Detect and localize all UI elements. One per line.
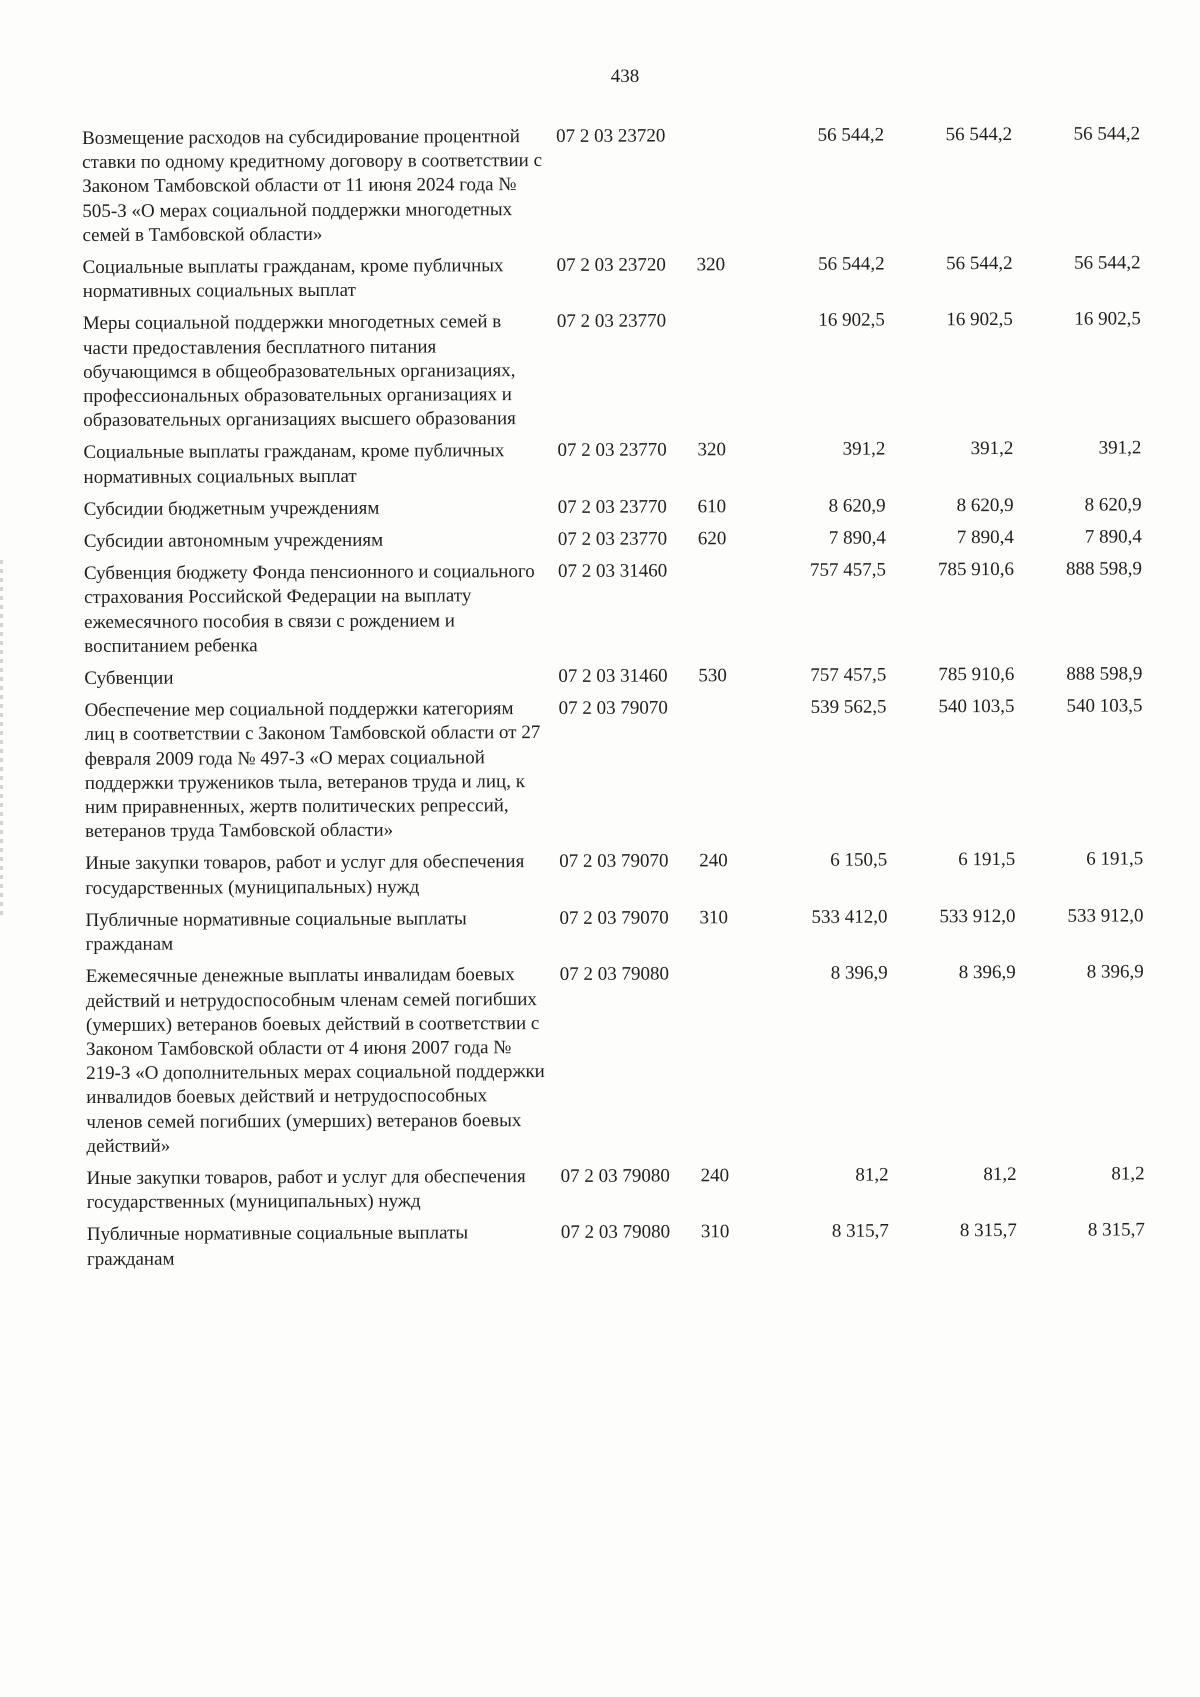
row-value-year-1: 56 544,2 [818,253,885,275]
row-expense-type: 320 [696,254,726,276]
row-value-year-1: 6 150,5 [830,849,888,872]
row-value-year-1: 7 890,4 [828,527,886,549]
row-target-code: 07 2 03 79080 [559,963,669,986]
row-value-year-3: 6 191,5 [1086,848,1144,871]
page-number: 438 [610,66,640,87]
table-row [83,251,1173,304]
row-value-year-2: 8 620,9 [956,494,1014,517]
row-description: Ежемесячные денежные выплаты инвалидам боевых действий и нетрудоспособным членам семей погибших (умерших) ветеранов боевых действий в соответствии с Законом Тамбовской области от 4 июня 2007 года № 219-З «О дополнительных мерах социальной поддержки инвалидов боевых действий и нетрудоспособных членов семей погибших (умерших) ветеранов боевых действий» [85,964,545,1157]
row-value-year-3: 8 315,7 [1087,1219,1145,1241]
row-description: Публичные нормативные социальные выплаты гражданам [86,1222,469,1270]
row-value-year-1: 8 620,9 [828,495,886,517]
row-value-year-3: 81,2 [1111,1163,1145,1185]
row-target-code: 07 2 03 23770 [557,528,668,550]
table-row [84,557,1174,659]
row-value-year-3: 8 620,9 [1084,494,1142,516]
table-row [84,525,1174,554]
row-value-year-2: 785 910,6 [937,559,1014,581]
row-target-code: 07 2 03 23770 [556,310,667,333]
row-value-year-3: 56 544,2 [1074,252,1141,274]
row-description: Субсидии автономным учреждениям [83,529,384,553]
table-row [85,904,1175,957]
row-target-code: 07 2 03 79080 [560,1165,670,1187]
row-value-year-3: 533 912,0 [1067,905,1144,927]
row-target-code: 07 2 03 79070 [559,850,669,873]
row-description: Иные закупки товаров, работ и услуг для обеспечения государственных (муниципальных) нужд [86,1165,526,1214]
table-row [82,122,1173,248]
row-description: Возмещение расходов на субсидирование процентной ставки по одному кредитному договору в соответствии с Законом Тамбовской области от 11 июня 2024 года № 505-З «О мерах социальной поддержки многодетных семей в Тамбовской области» [82,126,543,246]
row-value-year-2: 81,2 [983,1163,1017,1185]
row-value-year-1: 56 544,2 [817,124,885,146]
row-value-year-2: 16 902,5 [946,309,1013,331]
row-value-year-1: 16 902,5 [818,309,885,332]
row-target-code: 07 2 03 23770 [557,439,667,462]
row-value-year-3: 540 103,5 [1066,695,1143,717]
row-target-code: 07 2 03 23720 [556,254,666,276]
table-row [84,493,1174,522]
row-value-year-3: 16 902,5 [1074,308,1141,331]
row-value-year-1: 8 396,9 [830,962,888,985]
row-value-year-2: 540 103,5 [938,696,1015,718]
row-value-year-3: 8 396,9 [1086,961,1144,983]
row-value-year-3: 391,2 [1098,437,1142,460]
row-value-year-1: 539 562,5 [810,696,887,719]
table-row [84,662,1174,691]
row-description: Социальные выплаты гражданам, кроме публичных нормативных социальных выплат [83,440,505,488]
row-value-year-2: 391,2 [970,438,1014,460]
row-value-year-2: 533 912,0 [939,905,1016,928]
row-value-year-1: 391,2 [842,438,886,461]
table-row [87,1162,1177,1215]
row-value-year-1: 8 315,7 [831,1220,889,1243]
row-target-code: 07 2 03 31460 [557,560,668,583]
table-row [83,308,1174,434]
row-value-year-2: 7 890,4 [956,526,1014,549]
row-expense-type: 530 [698,665,727,687]
row-value-year-2: 785 910,6 [938,663,1015,686]
table-row [84,695,1175,845]
row-value-year-2: 8 396,9 [958,962,1016,984]
row-target-code: 07 2 03 31460 [558,665,668,687]
row-value-year-1: 533 412,0 [811,906,888,928]
row-value-year-3: 56 544,2 [1073,123,1141,145]
row-expense-type: 320 [697,439,726,461]
table-row [86,961,1177,1159]
row-expense-type: 310 [700,1221,730,1243]
row-target-code: 07 2 03 23720 [555,125,666,147]
row-expense-type: 310 [699,907,729,929]
row-description: Публичные нормативные социальные выплаты гражданам [85,908,467,956]
row-description: Социальные выплаты гражданам, кроме публичных нормативных социальных выплат [82,255,504,303]
budget-table [82,122,1177,1279]
row-expense-type: 240 [699,850,728,872]
row-value-year-3: 888 598,9 [1066,663,1143,685]
row-description: Обеспечение мер социальной поддержки категориям лиц в соответствии с Законом Тамбовской области от 27 февраля 2009 года № 497-З «О мерах социальной поддержки тружеников тыла, ветеранов труда и лиц, к ним приравненных, жертв политических репрессий, ветеранов труда Тамбовской области» [84,698,541,843]
row-description: Иные закупки товаров, работ и услуг для обеспечения государственных (муниципальных) нужд [85,851,525,899]
row-description: Субсидии бюджетным учреждениям [83,497,380,520]
scan-edge-artifact [0,560,3,920]
row-value-year-2: 6 191,5 [958,849,1016,871]
row-value-year-2: 56 544,2 [946,252,1013,275]
row-value-year-3: 888 598,9 [1065,558,1142,580]
row-value-year-2: 8 315,7 [959,1220,1017,1242]
row-value-year-1: 757 457,5 [809,559,886,582]
row-value-year-2: 56 544,2 [945,123,1013,146]
row-value-year-3: 7 890,4 [1084,526,1142,548]
row-target-code: 07 2 03 79070 [558,697,668,720]
row-description: Меры социальной поддержки многодетных семей в части предоставления бесплатного питания обучающимся в общеобразовательных организациях, профессиональных образовательных организациях и образовательных организациях высшего образования [82,311,516,432]
row-expense-type: 240 [700,1165,730,1187]
table-row [87,1219,1177,1272]
row-expense-type: 620 [697,528,727,550]
row-target-code: 07 2 03 79070 [559,907,669,929]
row-target-code: 07 2 03 23770 [557,496,667,518]
row-value-year-1: 81,2 [855,1164,889,1186]
row-target-code: 07 2 03 79080 [560,1221,671,1244]
table-row [85,848,1175,901]
row-value-year-1: 757 457,5 [810,664,887,686]
table-row [83,437,1173,490]
row-description: Субвенции [84,667,174,690]
row-expense-type: 610 [697,496,727,518]
row-description: Субвенция бюджету Фонда пенсионного и социального страхования Российской Федерации на выплату ежемесячного пособия в связи с рождением и воспитанием ребенка [83,561,535,657]
